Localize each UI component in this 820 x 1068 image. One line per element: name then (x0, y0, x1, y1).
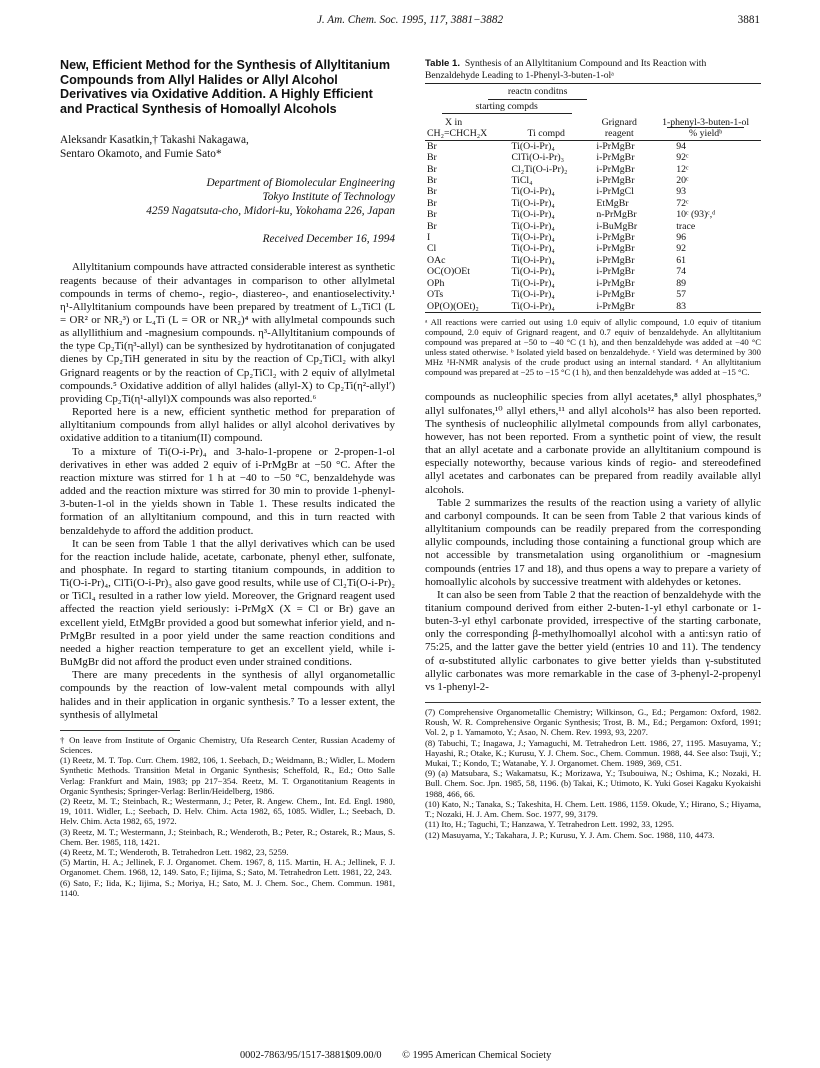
cell-ti-compound: TiCl₄ (511, 175, 533, 187)
cell-grignard: i-PrMgCl (596, 186, 634, 198)
paragraph: Reported here is a new, efficient synthetic method for preparation of allyltitanium compounds from allyl halides or allyl alcohol derivatives by oxidative addition to a titanium(II) compound. (60, 406, 395, 445)
header-starting-compounds: starting compds (442, 100, 572, 114)
table-row (425, 232, 761, 243)
footnote: (6) Sato, F.; Iida, K.; Iijima, S.; Moriya, H.; Sato, M. J. Chem. Soc., Chem. Commun. 1981, 1140. (60, 877, 395, 898)
footnote-rule (425, 702, 761, 703)
cell-yield: 92 (676, 243, 686, 255)
table-row (425, 175, 761, 186)
table-row (425, 289, 761, 300)
footnote: (4) Reetz, M. T.; Wenderoth, B. Tetrahedron Lett. 1982, 23, 5259. (60, 847, 289, 858)
running-header (60, 14, 760, 30)
affiliation (60, 176, 395, 218)
cell-x: OAc (427, 254, 446, 266)
table-row (425, 152, 761, 163)
footnote: (10) Kato, N.; Tanaka, S.; Takeshita, H. Chem. Lett. 1986, 1159. Okude, Y.; Hirano, S.; Hiyama, T.; Nozaki, H. J. Am. Chem. Soc. 1977, 99, 3179. (425, 798, 761, 820)
footnote: (9) (a) Matsubara, S.; Wakamatsu, K.; Morizawa, Y.; Tsubouiwa, N.; Oshima, K.; Nozaki, H. Bull. Chem. Soc. Jpn. 1985, 58, 1196. (b) Takai, K.; Utimoto, K. Yuki Gosei Kagaku Kyokaishi 1988, 466, 66. (425, 768, 761, 799)
cell-x: Br (427, 152, 437, 164)
body-text-left (60, 261, 395, 721)
cell-yield: 89 (676, 277, 686, 289)
table-footnote: ᵃ All reactions were carried out using 1.0 equiv of allylic compound, 1.0 equiv of titanium compound, 2.0 equiv of Grignard reagent, and 0.7 equiv of benzaldehyde. An allyltitanium compound was prepared at −50 to −40 °C (1 h), and then benzaldehyde was added at −40 °C unless stated otherwise. ᵇ Isolated yield based on benzaldehyde. ᶜ Yield was determined by 300 MHz ¹H-NMR analysis of the crude product using an internal standard. ᵈ An allyltitanium compound was prepared at −25 to −15 °C (1 h), and then benzaldehyde was added at −15 °C. (425, 316, 761, 378)
cell-yield: 72ᶜ (676, 197, 689, 209)
table-row (425, 221, 761, 232)
table-label: Table 1. (425, 58, 461, 69)
paragraph: compounds as nucleophilic species from allyl acetates,⁸ allyl phosphates,⁹ allyl sulfonates,¹⁰ allyl ethers,¹¹ and allyl alcohols¹² has also been reported. The synthesis of nucleophilic allylmetal compounds from allyl carbonates, however, has not been reported. From a synthetic point of view, the result that an allyl acetate and a carbonate provide an allyltitanium compound is especially noteworthy, because various kinds of regio- and stereodefined allyl acetates and carbonates can be prepared from readily available allyl alcohols. (425, 391, 761, 496)
article-code: 0002-7863/95/1517-3881$09.00/0 (240, 1050, 382, 1061)
footnote: (5) Martin, H. A.; Jellinek, F. J. Organomet. Chem. 1967, 8, 115. Martin, H. A.; Jellinek, F. J. Organomet. Chem. 1968, 12, 149. Sato, F.; Iijima, S.; Sato, M. Tetrahedron Lett. 1981, 22, 243. (60, 857, 395, 878)
cell-ti-compound: Ti(O-i-Pr)₄ (511, 277, 555, 289)
table-row (425, 278, 761, 289)
page-number: 3881 (737, 14, 760, 26)
cell-x: Br (427, 186, 437, 198)
cell-x: OTs (427, 289, 444, 301)
footnote: (7) Comprehensive Organometallic Chemistry; Wilkinson, G., Ed.; Pergamon: Oxford, 1982. Roush, W. R. Comprehensive Organic Synthesis; Trost, B. M., Ed.; Pergamon: Oxford, 1991; Vol. 2, p 1. Yamamoto, Y.; Asao, N. Chem. Rev. 1993, 93, 2207. (425, 707, 761, 738)
cell-yield: 94 (676, 140, 686, 152)
cell-ti-compound: Ti(O-i-Pr)₄ (511, 254, 555, 266)
table-row (425, 301, 761, 313)
cell-grignard: i-PrMgBr (596, 140, 635, 152)
cell-ti-compound: Ti(O-i-Pr)₄ (511, 232, 555, 244)
paragraph: It can also be seen from Table 2 that the reaction of benzaldehyde with the titanium compound derived from either 2-buten-1-yl ethyl carbonate or 1-buten-3-yl ethyl carbonate provided, irrespective of the starting carbonate, only the corresponding β-methylhomoallyl alcohol with a anti:syn ratio of 75:25, and the latter gave the better yield (entries 10 and 11). The tendency of α-substituted allylic carbonates to give better yields than γ-substituted allylic carbonates was more remarkable in the case of 3-phenyl-2-propenyl vs 1-phenyl-2- (425, 588, 761, 693)
cell-grignard: i-PrMgBr (596, 254, 635, 266)
cell-x: OPh (427, 277, 445, 289)
paragraph: To a mixture of Ti(O-i-Pr)₄ and 3-halo-1-propene or 2-propen-1-ol derivatives in ether was added 2 equiv of i-PrMgBr at −50 °C. After the reaction mixture was stirred for 1 h at −40 to −50 °C, benzaldehyde was added and the reaction mixture was stirred for 30 min to provide 1-phenyl-3-buten-1-ol in the yields shown in Table 1. These results indicated the formation of an allyltitanium compound, and this in turn reacted with benzaldehyde to afford the addition product. (60, 445, 395, 537)
cell-ti-compound: Ti(O-i-Pr)₄ (511, 140, 555, 152)
col-header-product: 1-phenyl-3-buten-1-ol (662, 117, 750, 128)
cell-grignard: i-PrMgBr (596, 266, 635, 278)
authors-line-2: Sentaro Okamoto, and Fumie Sato* (60, 148, 222, 161)
authors-line-1: Aleksandr Kasatkin,† Takashi Nakagawa, (60, 134, 249, 147)
table-caption (425, 58, 761, 81)
paragraph: There are many precedents in the synthesis of allyl organometallic compounds by the reaction of low-valent metal compounds with allyl halides and in their application in organic synthesis.⁷ To a lesser extent, the synthesis of allylmetal (60, 669, 395, 721)
col-header-grignard: Grignard (601, 117, 637, 128)
cell-grignard: i-PrMgBr (596, 243, 635, 255)
cell-x: Br (427, 163, 437, 175)
cell-yield: 93 (676, 186, 686, 198)
cell-x: Br (427, 209, 437, 221)
table-row (425, 186, 761, 197)
footnote: (11) Ito, H.; Taguchi, T.; Hanzawa, Y. Tetrahedron Lett. 1992, 33, 1295. (425, 819, 674, 830)
cell-ti-compound: Ti(O-i-Pr)₄ (511, 243, 555, 255)
cell-yield: 10ᶜ (93)ᶜ,ᵈ (676, 209, 716, 221)
cell-yield: 57 (676, 289, 686, 301)
footnote: (12) Masuyama, Y.; Takahara, J. P.; Kurusu, Y. J. Am. Chem. Soc. 1988, 110, 4473. (425, 829, 715, 840)
table-row (425, 266, 761, 277)
cell-grignard: i-PrMgBr (596, 163, 635, 175)
cell-yield: 61 (676, 254, 686, 266)
table-row (425, 164, 761, 175)
left-column (60, 58, 395, 898)
footnote-rule (60, 730, 180, 731)
results-table: reactn conditns starting compds X in Grignard 1-phenyl-3-buten-1-ol CH₂=CHCH₂X Ti compd reagent % yieldᵇ Br Ti(O-i-Pr)₄ i-PrMgBr 94 Br ClTi(O-i-Pr)₃ i-PrMgBr 92ᶜ Br Cl₂Ti(O-i-Pr)₂ i-PrMgBr 12ᶜ Br TiCl₄ i-PrMgBr 20ᶜ Br Ti(O-i-Pr)₄ i-PrMgCl 93 Br Ti(O-i-Pr)₄ EtMgBr 72ᶜ Br Ti(O-i-Pr)₄ n-PrMgBr 10ᶜ (93)ᶜ,ᵈ Br Ti(O-i-Pr)₄ i-BuMgBr trace I Ti(O-i-Pr)₄ i-PrMgBr 96 Cl Ti(O-i-Pr)₄ i-PrMgBr 92 OAc Ti(O-i-Pr)₄ i-PrMgBr 61 OC(O)OEt Ti(O-i-Pr)₄ i-PrMgBr 74 OPh Ti(O-i-Pr)₄ i-PrMgBr 89 OTs Ti(O-i-Pr)₄ i-PrMgBr 57 OP(O)(OEt)₂ Ti(O-i-Pr)₄ i-PrMgBr 83 (425, 83, 761, 313)
cell-x: Br (427, 220, 437, 232)
cell-x: OC(O)OEt (427, 266, 470, 278)
affiliation-line-3: 4259 Nagatsuta-cho, Midori-ku, Yokohama 226, Japan (146, 205, 395, 218)
cell-grignard: n-PrMgBr (596, 209, 637, 221)
table-body (425, 140, 761, 312)
cell-grignard: i-PrMgBr (596, 175, 635, 187)
cell-yield: 92ᶜ (676, 152, 689, 164)
cell-ti-compound: Ti(O-i-Pr)₄ (511, 220, 555, 232)
cell-ti-compound: Ti(O-i-Pr)₄ (511, 209, 555, 221)
footnotes-right (425, 707, 761, 840)
footnotes-left (60, 735, 395, 898)
cell-ti-compound: Ti(O-i-Pr)₄ (511, 266, 555, 278)
cell-x: Br (427, 140, 437, 152)
affiliation-line-2: Tokyo Institute of Technology (262, 191, 395, 204)
cell-ti-compound: Ti(O-i-Pr)₄ (511, 300, 555, 312)
cell-ti-compound: Ti(O-i-Pr)₄ (511, 289, 555, 301)
cell-grignard: i-PrMgBr (596, 300, 635, 312)
cell-ti-compound: Ti(O-i-Pr)₄ (511, 186, 555, 198)
received-date: Received December 16, 1994 (262, 233, 395, 246)
cell-yield: 20ᶜ (676, 175, 689, 187)
cell-grignard: EtMgBr (596, 197, 629, 209)
footnote: (3) Reetz, M. T.; Westermann, J.; Steinbach, R.; Wenderoth, B.; Peter, R.; Ostarek, R.; Maus, S. Chem. Ber. 1985, 118, 1421. (60, 826, 395, 847)
footnote: (8) Tabuchi, T.; Inagawa, J.; Yamaguchi, M. Tetrahedron Lett. 1986, 27, 1195. Masuyama, Y.; Hayashi, R.; Otake, K.; Kurusu, Y. J. Chem. Soc., Chem. Commun. 1988, 44. See also: Tsuji, Y.; Mukai, T.; Kondo, T.; Watanabe, Y. J. Organomet. Chem. 1989, 369, C51. (425, 737, 761, 769)
cell-yield: 83 (676, 300, 686, 312)
cell-ti-compound: Cl₂Ti(O-i-Pr)₂ (511, 163, 568, 175)
paragraph: Allyltitanium compounds have attracted considerable interest as synthetic reagents because of their advantages in comparison to other allylmetal compounds in terms of chemo-, regio-, diastereo-, and enantioselectivity.¹ η¹-Allyltitanium compounds have been prepared by treatment of L₃TiCl (L = OR² or NR₂³) or L₄Ti (L = OR or NR₂)⁴ with allylmetal compounds such as allyllithium and -magnesium compounds. η³-Allyltitanium compounds of the type Cp₂Ti(η³-allyl) can be synthesized by hydrotitanation of conjugated dienes by Cp₂TiH generated in situ by the reaction of Cp₂TiCl₂ with alkyl Grignard reagents or by the reaction of Cp₂TiCl₂ with 2 equiv of allylmetal compounds.⁵ Oxidative addition of allyl halides (allyl-X) to Cp₂Ti(η²-allyl′) providing Cp₂Ti(η¹-allyl)X compounds was also reported.⁶ (60, 261, 395, 405)
table-row (425, 140, 761, 152)
page-footer (240, 1050, 569, 1061)
cell-x: Br (427, 197, 437, 209)
cell-grignard: i-BuMgBr (596, 220, 638, 232)
col-header-ti: Ti compd (527, 128, 565, 140)
table-footnotes (425, 317, 761, 378)
journal-reference: J. Am. Chem. Soc. 1995, 117, 3881−3882 (316, 14, 504, 26)
cell-ti-compound: Ti(O-i-Pr)₄ (511, 197, 555, 209)
cell-grignard: i-PrMgBr (596, 232, 635, 244)
paragraph: Table 2 summarizes the results of the reaction using a variety of allylic and carbonyl compounds. It can be seen from Table 2 that various kinds of allyltitanium compounds can be readily prepared from the corresponding allylic compounds, including those containing a functional group which are not accessible by transmetalation using organolithium or -magnesium compounds (entries 17 and 18), and thus opens a way to prepare a variety of homoallylic alcohols by successive treatment with aldehydes or ketones. (425, 496, 761, 588)
footnote: (2) Reetz, M. T.; Steinbach, R.; Westermann, J.; Peter, R. Angew. Chem., Int. Ed. Engl. 1980, 19, 1011. Widler, L.; Seebach, D. Helv. Chim. Acta 1982, 65, 1085. Widler, L.; Seebach, D. Helv. Chim. Acta 1982, 65, 1972. (60, 796, 395, 827)
cell-yield: 74 (676, 266, 686, 278)
table-row (425, 243, 761, 254)
cell-x: I (427, 232, 431, 244)
table-row (425, 209, 761, 220)
cell-x: Cl (427, 243, 437, 255)
cell-yield: trace (676, 220, 696, 232)
col-header-x: X in (445, 117, 463, 128)
cell-x: Br (427, 175, 437, 187)
footnote: (1) Reetz, M. T. Top. Curr. Chem. 1982, 106, 1. Seebach, D.; Weidmann, B.; Widler, L. Modern Synthetic Methods. Transition Metal in Organic Synthesis; Scheffold, R., Ed.; Otto Salle Verlag: Frankfurt and Main, 1983; pp 217−354. Reetz, M. T. Organotitanium Reagents in Organic Synthesis; Springer-Verlag: Berlin/Heidelberg, 1986. (60, 755, 395, 796)
article-title: New, Efficient Method for the Synthesis of Allyltitanium Compounds from Allyl Halides or Allyl Alcohol Derivatives via Oxidative Addition. A Highly Efficient and Practical Synthesis of Homoallyl Alcohols (60, 58, 391, 116)
cell-grignard: i-PrMgBr (596, 152, 635, 164)
cell-x: OP(O)(OEt)₂ (427, 300, 479, 312)
table-row (425, 198, 761, 209)
copyright: © 1995 American Chemical Society (402, 1050, 552, 1061)
table-caption-text: Synthesis of an Allyltitanium Compound and Its Reaction with Benzaldehyde Leading to 1-Phenyl-3-buten-1-olᵃ (425, 58, 707, 81)
table-row (425, 255, 761, 266)
right-column (425, 58, 761, 840)
cell-grignard: i-PrMgBr (596, 289, 635, 301)
cell-yield: 12ᶜ (676, 163, 689, 175)
footnote: † On leave from Institute of Organic Chemistry, Ufa Research Center, Russian Academy of Sciences. (60, 734, 395, 756)
header-reaction-conditions: reactn conditns (488, 84, 588, 99)
author-list (60, 133, 395, 161)
cell-grignard: i-PrMgBr (596, 277, 635, 289)
cell-ti-compound: ClTi(O-i-Pr)₃ (511, 152, 565, 164)
cell-yield: 96 (676, 232, 686, 244)
paragraph: It can be seen from Table 1 that the allyl derivatives which can be used for the reaction include halide, acetate, carbonate, phenyl ether, sulfonate, and phosphate. In regard to starting titanium compounds, in addition to Ti(O-i-Pr)₄, ClTi(O-i-Pr)₃ also gave good results, while use of Cl₂Ti(O-i-Pr)₂ or TiCl₄ resulted in a rather low yield. Moreover, the Grignard reagent used affected the reaction yield seriously: i-PrMgX (X = Cl or Br) gave an excellent yield, EtMgBr provided a good but somewhat inferior yield, and n-PrMgBr resulted in a poor yield under the same reaction conditions and needed a higher reaction temperature to get an excellent yield, while i-BuMgBr did not afford the product even under strained conditions. (60, 537, 395, 669)
body-text-right (425, 391, 761, 694)
affiliation-line-1: Department of Biomolecular Engineering (206, 177, 395, 190)
